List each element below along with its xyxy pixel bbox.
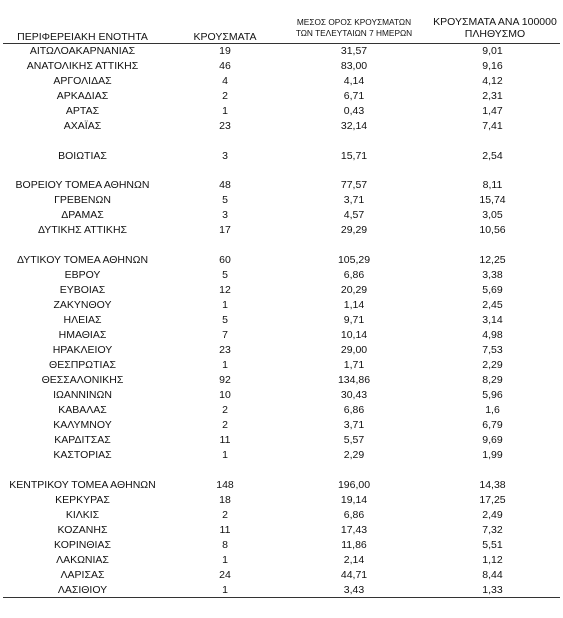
cases-cell: 1	[222, 554, 228, 566]
avg7-cell: 10,14	[340, 329, 368, 341]
region-cell: ΕΒΡΟΥ	[64, 269, 101, 281]
region-cell: ΛΑΣΙΘΙΟΥ	[57, 584, 108, 596]
region-cell: ΑΡΓΟΛΙΔΑΣ	[53, 75, 112, 87]
region-cell: ΔΥΤΙΚΗΣ ΑΤΤΙΚΗΣ	[37, 224, 128, 236]
cases-cell: 23	[219, 120, 231, 132]
cases-cell: 2	[222, 90, 228, 102]
table-row	[0, 119, 563, 134]
avg7-cell: 1,71	[343, 359, 365, 371]
region-cell: ΚΑΡΔΙΤΣΑΣ	[54, 434, 111, 446]
region-cell: ΗΜΑΘΙΑΣ	[58, 329, 107, 341]
cases-cell: 18	[219, 494, 231, 506]
avg7-cell: 17,43	[340, 524, 368, 536]
cases-cell: 148	[216, 479, 234, 491]
region-cell: ΑΡΚΑΔΙΑΣ	[56, 90, 109, 102]
avg7-cell: 30,43	[340, 389, 368, 401]
table-row	[0, 208, 563, 223]
avg7-cell: 31,57	[340, 45, 368, 57]
cases-cell: 1	[222, 105, 228, 117]
table-row	[0, 448, 563, 463]
header-per-100k	[420, 16, 563, 40]
per100k-cell: 5,96	[482, 389, 503, 401]
avg7-cell: 4,14	[343, 75, 365, 87]
per100k-cell: 3,14	[482, 314, 503, 326]
region-cell: ΘΕΣΠΡΩΤΙΑΣ	[49, 359, 116, 371]
cases-cell: 1	[222, 584, 228, 596]
region-cell: ΚΑΛΥΜΝΟΥ	[53, 419, 112, 431]
cases-cell: 11	[219, 434, 231, 446]
per100k-cell: 8,44	[482, 569, 503, 581]
cases-cell: 10	[219, 389, 231, 401]
avg7-cell: 29,00	[340, 344, 368, 356]
cases-cell: 1	[222, 449, 228, 461]
avg7-cell: 32,14	[340, 120, 368, 132]
region-cell: ΑΡΤΑΣ	[65, 105, 100, 117]
per100k-cell: 1,6	[485, 404, 500, 416]
avg7-cell: 29,29	[340, 224, 368, 236]
cases-cell: 8	[222, 539, 228, 551]
avg7-cell: 6,86	[343, 269, 365, 281]
per100k-cell: 1,12	[482, 554, 503, 566]
region-cell: ΗΛΕΙΑΣ	[63, 314, 102, 326]
table-row	[0, 178, 563, 193]
table-row	[0, 493, 563, 508]
avg7-cell: 20,29	[340, 284, 368, 296]
cases-cell: 2	[222, 404, 228, 416]
per100k-cell: 2,54	[482, 150, 503, 162]
cases-cell: 2	[222, 419, 228, 431]
per100k-cell: 8,11	[482, 179, 503, 191]
cases-cell: 23	[219, 344, 231, 356]
cases-cell: 60	[219, 254, 231, 266]
region-cell: ΕΥΒΟΙΑΣ	[59, 284, 106, 296]
table-row	[0, 568, 563, 583]
table-bottom-divider	[3, 597, 560, 598]
table-row	[0, 418, 563, 433]
cases-cell: 2	[222, 509, 228, 521]
region-cell: ΓΡΕΒΕΝΩΝ	[54, 194, 111, 206]
table-row	[0, 298, 563, 313]
avg7-cell: 2,14	[343, 554, 365, 566]
region-cell: ΑΙΤΩΛΟΑΚΑΡΝΑΝΙΑΣ	[29, 45, 136, 57]
per100k-cell: 12,25	[479, 254, 506, 266]
avg7-cell: 5,57	[343, 434, 365, 446]
avg7-cell: 3,43	[343, 584, 365, 596]
region-cell: ΔΥΤΙΚΟΥ ΤΟΜΕΑ ΑΘΗΝΩΝ	[16, 254, 149, 266]
header-per100k-line2: ΠΛΗΘΥΣΜΟ	[464, 28, 526, 40]
table-row	[0, 313, 563, 328]
cases-cell: 12	[219, 284, 231, 296]
per100k-cell: 17,25	[479, 494, 506, 506]
avg7-cell: 77,57	[340, 179, 368, 191]
avg7-cell: 44,71	[340, 569, 368, 581]
avg7-cell: 134,86	[337, 374, 371, 386]
avg7-cell: 2,29	[343, 449, 365, 461]
table-row	[0, 104, 563, 119]
per100k-cell: 2,49	[482, 509, 503, 521]
table-row	[0, 59, 563, 74]
avg7-cell: 11,86	[341, 539, 367, 551]
avg7-cell: 105,29	[337, 254, 371, 266]
region-cell: ΒΟΡΕΙΟΥ ΤΟΜΕΑ ΑΘΗΝΩΝ	[15, 179, 150, 191]
per100k-cell: 9,16	[482, 60, 503, 72]
table-row	[0, 283, 563, 298]
table-row	[0, 478, 563, 493]
per100k-cell: 4,12	[482, 75, 503, 87]
avg7-cell: 15,71	[340, 150, 368, 162]
table-row	[0, 433, 563, 448]
region-cell: ΚΟΡΙΝΘΙΑΣ	[54, 539, 111, 551]
region-cell: ΑΧΑΪΑΣ	[63, 120, 102, 132]
table-row	[0, 223, 563, 238]
table-row	[0, 328, 563, 343]
cases-cell: 5	[222, 314, 228, 326]
cases-cell: 5	[222, 194, 228, 206]
region-cell: ΑΝΑΤΟΛΙΚΗΣ ΑΤΤΙΚΗΣ	[26, 60, 139, 72]
region-cell: ΚΑΒΑΛΑΣ	[58, 404, 107, 416]
cases-cell: 48	[219, 179, 231, 191]
per100k-cell: 5,51	[482, 539, 503, 551]
cases-cell: 17	[219, 224, 231, 236]
per100k-cell: 3,05	[482, 209, 503, 221]
avg7-cell: 3,71	[343, 194, 365, 206]
region-cell: ΗΡΑΚΛΕΙΟΥ	[52, 344, 113, 356]
region-cell: ΖΑΚΥΝΘΟΥ	[53, 299, 112, 311]
avg7-cell: 19,14	[340, 494, 368, 506]
region-cell: ΚΑΣΤΟΡΙΑΣ	[53, 449, 112, 461]
cases-cell: 3	[222, 209, 228, 221]
region-cell: ΚΙΛΚΙΣ	[65, 509, 100, 521]
table-row	[0, 523, 563, 538]
header-cases: ΚΡΟΥΣΜΑΤΑ	[193, 31, 257, 43]
region-cell: ΚΕΡΚΥΡΑΣ	[55, 494, 110, 506]
region-cell: ΔΡΑΜΑΣ	[61, 209, 104, 221]
cases-cell: 1	[222, 359, 228, 371]
avg7-cell: 0,43	[343, 105, 365, 117]
region-cell: ΚΕΝΤΡΙΚΟΥ ΤΟΜΕΑ ΑΘΗΝΩΝ	[9, 479, 156, 491]
avg7-cell: 6,86	[343, 509, 365, 521]
table-row	[0, 74, 563, 89]
avg7-cell: 1,14	[343, 299, 365, 311]
cases-cell: 46	[219, 60, 231, 72]
header-per100k-line1: ΚΡΟΥΣΜΑΤΑ ΑΝΑ 100000	[433, 16, 557, 28]
avg7-cell: 6,86	[343, 404, 365, 416]
per100k-cell: 9,01	[482, 45, 503, 57]
per100k-cell: 3,38	[482, 269, 503, 281]
per100k-cell: 7,41	[482, 120, 503, 132]
region-cell: ΛΑΚΩΝΙΑΣ	[56, 554, 109, 566]
table-row	[0, 553, 563, 568]
cases-cell: 7	[222, 329, 228, 341]
per100k-cell: 1,99	[482, 449, 503, 461]
avg7-cell: 196,00	[337, 479, 371, 491]
avg7-cell: 4,57	[343, 209, 365, 221]
avg7-cell: 9,71	[343, 314, 365, 326]
header-avg-7-days	[285, 17, 423, 39]
table-row	[0, 373, 563, 388]
table-row	[0, 193, 563, 208]
per100k-cell: 1,47	[482, 105, 503, 117]
table-row	[0, 343, 563, 358]
avg7-cell: 83,00	[340, 60, 368, 72]
per100k-cell: 7,32	[482, 524, 503, 536]
per100k-cell: 10,56	[479, 224, 506, 236]
avg7-cell: 6,71	[343, 90, 365, 102]
region-cell: ΙΩΑΝΝΙΝΩΝ	[53, 389, 112, 401]
table-row	[0, 388, 563, 403]
per100k-cell: 2,45	[482, 299, 503, 311]
table-row	[0, 268, 563, 283]
table-row	[0, 583, 563, 598]
per100k-cell: 1,33	[482, 584, 503, 596]
per100k-cell: 14,38	[479, 479, 506, 491]
per100k-cell: 9,69	[482, 434, 503, 446]
table-row	[0, 358, 563, 373]
cases-cell: 3	[222, 150, 228, 162]
cases-cell: 19	[219, 45, 231, 57]
cases-cell: 92	[219, 374, 231, 386]
region-cell: ΒΟΙΩΤΙΑΣ	[58, 150, 107, 162]
per100k-cell: 8,29	[482, 374, 503, 386]
cases-cell: 1	[222, 299, 228, 311]
cases-cell: 5	[222, 269, 228, 281]
cases-cell: 11	[219, 524, 231, 536]
table-row	[0, 253, 563, 268]
per100k-cell: 2,31	[482, 90, 503, 102]
region-cell: ΚΟΖΑΝΗΣ	[57, 524, 108, 536]
table-row	[0, 538, 563, 553]
cases-cell: 4	[222, 75, 228, 87]
per100k-cell: 4,98	[482, 329, 503, 341]
table-row	[0, 149, 563, 164]
table-row	[0, 44, 563, 59]
per100k-cell: 15,74	[479, 194, 506, 206]
region-cell: ΘΕΣΣΑΛΟΝΙΚΗΣ	[41, 374, 124, 386]
cases-cell: 24	[219, 569, 231, 581]
header-avg-line2: ΤΩΝ ΤΕΛΕΥΤΑΙΩΝ 7 ΗΜΕΡΩΝ	[295, 28, 413, 38]
avg7-cell: 3,71	[343, 419, 365, 431]
per100k-cell: 5,69	[482, 284, 503, 296]
table-row	[0, 508, 563, 523]
region-cell: ΛΑΡΙΣΑΣ	[60, 569, 105, 581]
header-avg-line1: ΜΕΣΟΣ ΟΡΟΣ ΚΡΟΥΣΜΑΤΩΝ	[296, 17, 412, 27]
per100k-cell: 7,53	[482, 344, 503, 356]
per100k-cell: 2,29	[482, 359, 503, 371]
table-row	[0, 89, 563, 104]
per100k-cell: 6,79	[482, 419, 503, 431]
header-region: ΠΕΡΙΦΕΡΕΙΑΚΗ ΕΝΟΤΗΤΑ	[17, 31, 148, 43]
table-row	[0, 403, 563, 418]
